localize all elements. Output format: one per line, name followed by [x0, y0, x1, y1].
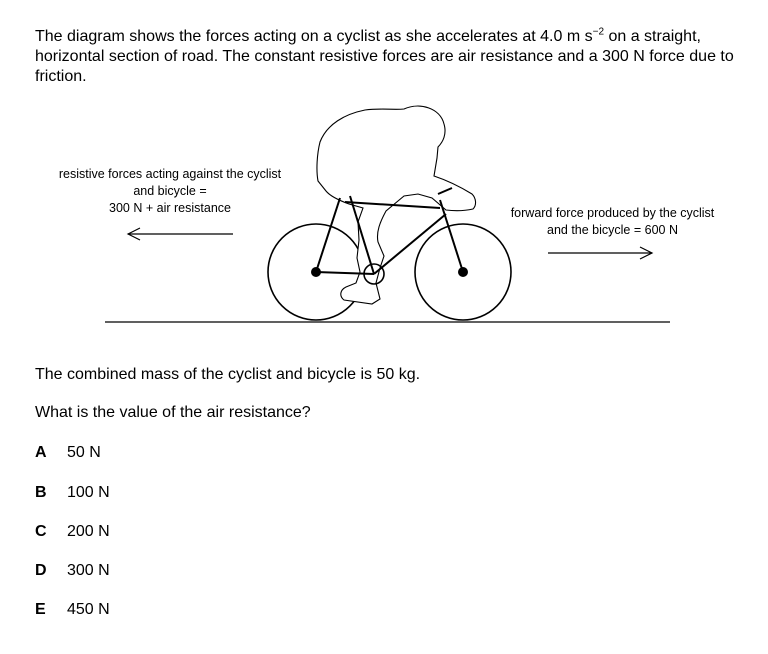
resistive-force-arrow	[128, 228, 233, 240]
question-intro	[35, 27, 750, 87]
forward-label-line1: forward force produced by the cyclist	[510, 206, 715, 220]
mass-statement: The combined mass of the cyclist and bicycle is 50 kg.	[35, 366, 421, 383]
resistive-label-line1: resistive forces acting against the cyclist	[58, 167, 282, 181]
option-text: 300 N	[67, 562, 110, 579]
question-prompt: What is the value of the air resistance?	[35, 404, 311, 421]
resistive-force-label	[40, 166, 300, 217]
option-letter: E	[35, 601, 46, 618]
intro-text-part2: on a straight, horizontal section of road. The constant resistive forces are air resistance and a 300 N force due to friction.	[35, 28, 734, 85]
option-e[interactable]	[35, 600, 110, 620]
option-c[interactable]	[35, 522, 110, 542]
forward-force-arrow	[548, 247, 652, 259]
option-letter: B	[35, 484, 47, 501]
resistive-label-line2: and bicycle =	[133, 184, 207, 198]
option-b[interactable]	[35, 483, 110, 503]
intro-text-part1: The diagram shows the forces acting on a cyclist as she accelerates at 4.0	[35, 28, 563, 45]
option-text: 450 N	[67, 601, 110, 618]
option-text: 100 N	[67, 484, 110, 501]
resistive-label-line3: 300 N + air resistance	[109, 201, 231, 215]
option-letter: C	[35, 523, 47, 540]
option-letter: D	[35, 562, 47, 579]
option-letter: A	[35, 444, 47, 461]
option-text: 200 N	[67, 523, 110, 540]
forward-force-label	[490, 205, 735, 239]
option-text: 50 N	[67, 444, 101, 461]
forward-label-line2: and the bicycle = 600 N	[547, 223, 678, 237]
option-d[interactable]	[35, 561, 110, 581]
acceleration-unit-exponent: −2	[592, 26, 605, 38]
option-a[interactable]	[35, 443, 101, 463]
acceleration-unit: m s	[566, 28, 593, 45]
